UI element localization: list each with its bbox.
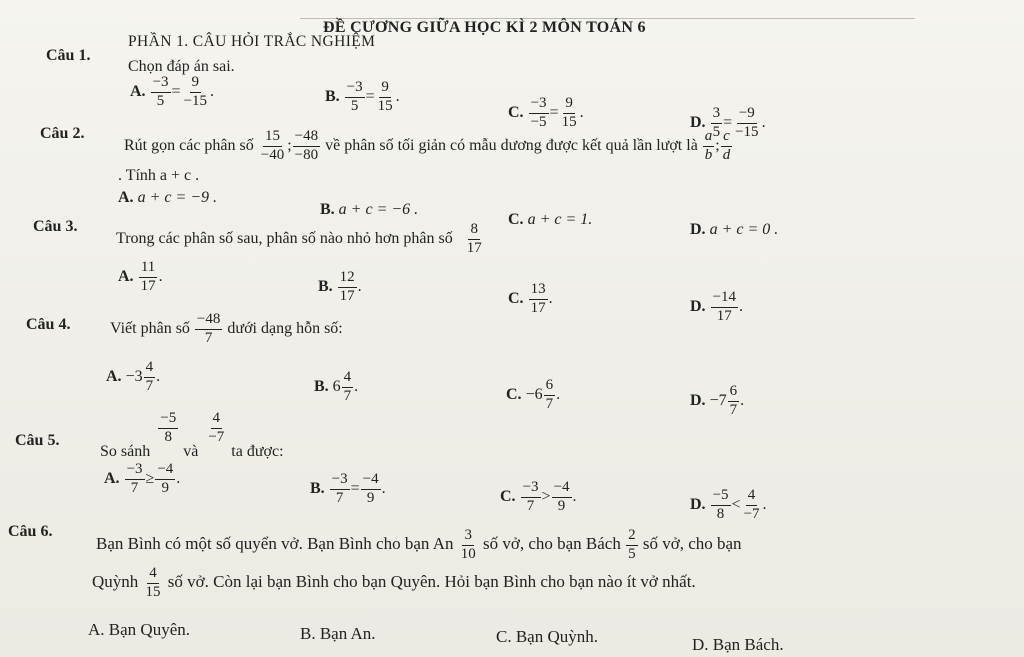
fraction: $\frac{4}{7}$ [343, 369, 352, 404]
question-3-label: Câu 3. [33, 218, 78, 235]
q3-option-b[interactable]: B. $\frac{12}{17}$ . [318, 269, 362, 304]
fraction: $\frac{a}{b}$ [704, 128, 713, 163]
question-3-text: Trong các phân số sau, phân số nào nhỏ hơn phân số $\frac{8}{17}$ [116, 221, 482, 256]
q1-option-d[interactable]: D. $\frac{3}{5}$ = $\frac{-9}{-15}$ . [690, 105, 766, 140]
question-1-label: Câu 1. [46, 47, 91, 64]
q4-option-b[interactable]: B. 6 $\frac{4}{7}$ . [314, 369, 359, 404]
fraction: $\frac{6}{7}$ [729, 383, 738, 418]
fraction: $\frac{9}{15}$ [561, 95, 577, 130]
q5-option-b[interactable]: B. $\frac{-3}{7}$ = $\frac{-4}{9}$ . [310, 471, 386, 506]
q2-option-d[interactable]: D. a + c = 0 . [690, 221, 779, 238]
question-1-text: Chọn đáp án sai. [128, 58, 235, 75]
fraction: $\frac{12}{17}$ [339, 269, 355, 304]
fraction: $\frac{-9}{-15}$ [735, 105, 759, 140]
q2-option-a[interactable]: A. a + c = −9 . [118, 189, 218, 206]
question-2-label: Câu 2. [40, 125, 85, 142]
question-2-text: Rút gọn các phân số $\frac{15}{-40}$ ; $\frac{-48}{-80}$ về phân số tối giản có mẫu dương được kết quả lần lượt là $\frac{a}{b}$ ; $\frac{c}{d}$ [124, 128, 731, 163]
fraction: $\frac{13}{17}$ [530, 281, 546, 316]
fraction: $\frac{-3}{-5}$ [530, 95, 547, 130]
question-4-text: Viết phân số $\frac{-48}{7}$ dưới dạng hỗn số: [110, 311, 343, 346]
q3-option-d[interactable]: D. $\frac{-14}{17}$ . [690, 289, 744, 324]
fraction: $\frac{11}{17}$ [140, 259, 156, 294]
fraction: $\frac{-3}{7}$ [331, 471, 348, 506]
q1-option-a[interactable]: A. $\frac{-3}{5}$ = $\frac{9}{-15}$ . [130, 74, 215, 109]
fraction: $\frac{2}{5}$ [628, 527, 636, 562]
fraction: $\frac{3}{10}$ [460, 527, 476, 562]
fraction: $\frac{-3}{5}$ [152, 74, 169, 109]
q3-option-c[interactable]: C. $\frac{13}{17}$ . [508, 281, 553, 316]
fraction: $\frac{-14}{17}$ [712, 289, 737, 324]
q5-option-c[interactable]: C. $\frac{-3}{7}$ > $\frac{-4}{9}$ . [500, 479, 577, 514]
q6-option-c[interactable]: C. Bạn Quỳnh. [496, 627, 598, 646]
fraction: $\frac{6}{7}$ [545, 377, 554, 412]
document-title: ĐỀ CƯƠNG GIỮA HỌC KÌ 2 MÔN TOÁN 6 [323, 19, 646, 36]
fraction: $\frac{8}{17}$ [466, 221, 482, 256]
question-5-text: So sánh $\frac{-5}{8}$ và $\frac{4}{-7}$ ta được: [100, 410, 284, 460]
option-letter: A. [130, 82, 146, 100]
question-4-label: Câu 4. [26, 316, 71, 333]
fraction: $\frac{9}{-15}$ [183, 74, 208, 109]
fraction: $\frac{4}{15}$ [145, 565, 161, 600]
question-2-line2: . Tính a + c . [118, 167, 200, 184]
question-6-label: Câu 6. [8, 523, 53, 540]
fraction: $\frac{15}{-40}$ [260, 128, 285, 163]
fraction: $\frac{-48}{-80}$ [294, 128, 319, 163]
fraction: $\frac{-5}{8}$ [160, 410, 177, 445]
q3-option-a[interactable]: A. $\frac{11}{17}$ . [118, 259, 163, 294]
fraction: $\frac{-5}{8}$ [712, 487, 729, 522]
section-heading: PHẦN 1. CÂU HỎI TRẮC NGHIỆM [128, 33, 376, 50]
q2-option-b[interactable]: B. a + c = −6 . [320, 201, 419, 218]
q5-option-d[interactable]: D. $\frac{-5}{8}$ < $\frac{4}{-7}$ . [690, 487, 767, 522]
q4-option-a[interactable]: A. −3 $\frac{4}{7}$ . [106, 359, 161, 394]
fraction: $\frac{-3}{5}$ [346, 79, 363, 114]
fraction: $\frac{c}{d}$ [722, 128, 731, 163]
q4-option-d[interactable]: D. −7 $\frac{6}{7}$ . [690, 383, 745, 418]
fraction: $\frac{4}{7}$ [145, 359, 154, 394]
q6-option-d[interactable]: D. Bạn Bách. [692, 635, 784, 654]
fraction: $\frac{9}{15}$ [377, 79, 393, 114]
q2-option-c[interactable]: C. a + c = 1. [508, 211, 593, 228]
q6-option-b[interactable]: B. Bạn An. [300, 624, 376, 643]
q4-option-c[interactable]: C. −6 $\frac{6}{7}$ . [506, 377, 561, 412]
fraction: $\frac{3}{5}$ [712, 105, 721, 140]
q1-option-b[interactable]: B. $\frac{-3}{5}$ = $\frac{9}{15}$ . [325, 79, 400, 114]
fraction: $\frac{-3}{7}$ [126, 461, 143, 496]
q5-option-a[interactable]: A. $\frac{-3}{7}$ ≥ $\frac{-4}{9}$ . [104, 461, 181, 496]
fraction: $\frac{-3}{7}$ [522, 479, 539, 514]
q1-option-c[interactable]: C. $\frac{-3}{-5}$ = $\frac{9}{15}$ . [508, 95, 584, 130]
question-6-text: Bạn Bình có một số quyển vở. Bạn Bình cho bạn An $\frac{3}{10}$ số vở, cho bạn Bách $\frac{2}{5}$ số vở, cho bạn [96, 527, 742, 562]
question-6-text-line2: Quỳnh $\frac{4}{15}$ số vở. Còn lại bạn Bình cho bạn Quyên. Hỏi bạn Bình cho bạn nào ít vở nhất. [92, 565, 696, 600]
fraction: $\frac{4}{-7}$ [743, 487, 760, 522]
fraction: $\frac{-4}{9}$ [362, 471, 379, 506]
fraction: $\frac{-4}{9}$ [157, 461, 174, 496]
q6-option-a[interactable]: A. Bạn Quyên. [88, 620, 190, 639]
fraction: $\frac{-48}{7}$ [196, 311, 221, 346]
fraction: $\frac{4}{-7}$ [208, 410, 225, 445]
fraction: $\frac{-4}{9}$ [553, 479, 570, 514]
question-5-label: Câu 5. [15, 432, 60, 449]
